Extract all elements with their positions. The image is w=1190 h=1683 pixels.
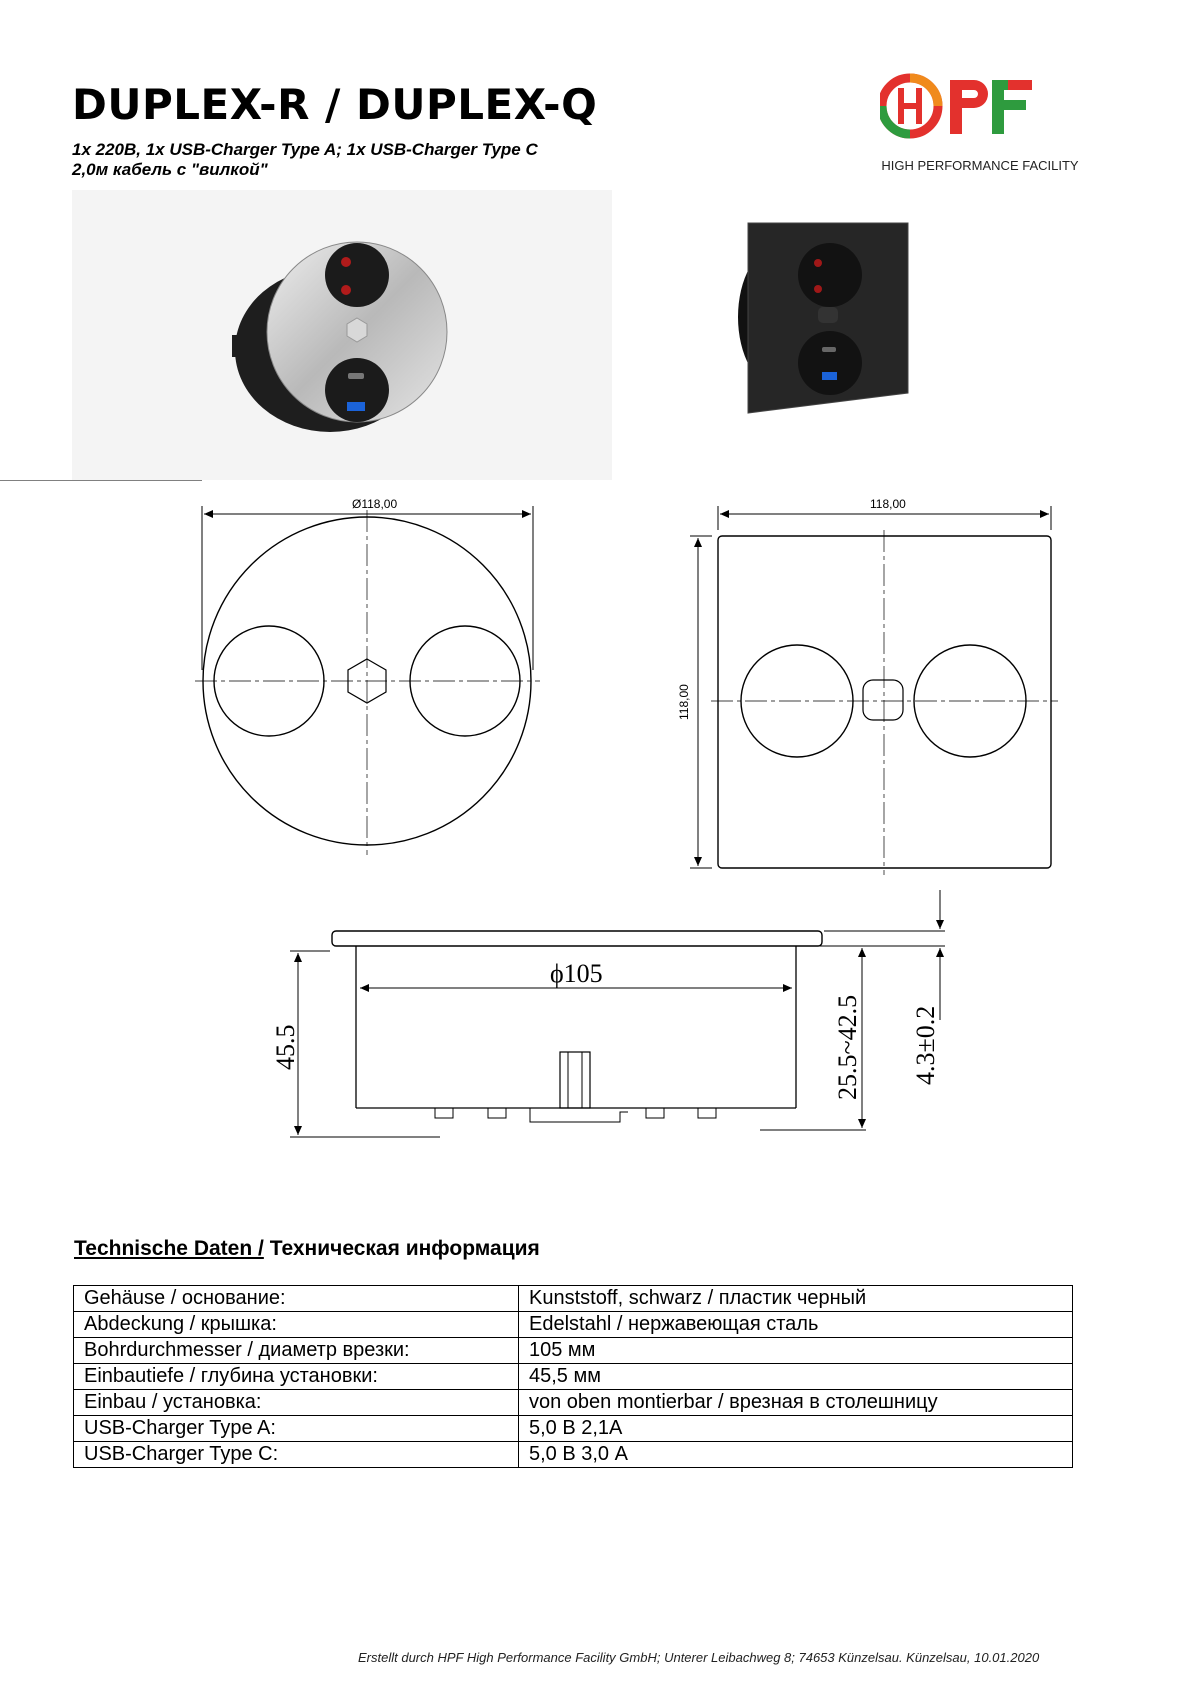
table-row [74,1442,1073,1468]
subtitle-line-2: 2,0м кабель с "вилкой" [72,160,268,179]
spec-value: Edelstahl / нержавеющая сталь [519,1312,1073,1338]
spec-value: 45,5 мм [519,1364,1073,1390]
table-row [74,1338,1073,1364]
logo-tagline: HIGH PERFORMANCE FACILITY [881,158,1079,173]
spec-label: USB-Charger Type A: [74,1416,519,1442]
specs-title-ru: Техническая информация [269,1237,540,1260]
table-row [74,1416,1073,1442]
specs-table [73,1285,1073,1468]
dim-square-width: 118,00 [870,497,906,511]
specs-title-de: Technische Daten / [74,1237,264,1260]
spec-value: 5,0 В 3,0 А [519,1442,1073,1468]
spec-value: 105 мм [519,1338,1073,1364]
table-row [74,1364,1073,1390]
spec-label: Einbautiefe / глубина установки: [74,1364,519,1390]
spec-label: Abdeckung / крышка: [74,1312,519,1338]
table-row [74,1390,1073,1416]
dim-depth-range: 25.5~42.5 [833,994,862,1100]
specs-section-title [74,1237,540,1261]
product-photo-square [730,205,920,430]
spec-label: Einbau / установка: [74,1390,519,1416]
spec-value: Kunststoff, schwarz / пластик черный [519,1286,1073,1312]
subtitle-line-1: 1x 220B, 1x USB-Charger Type A; 1x USB-Charger Type C [72,140,538,159]
dim-square-height: 118,00 [677,684,691,720]
spec-value: von oben montierbar / врезная в столешницу [519,1390,1073,1416]
dim-round-diameter: Ø118,00 [352,497,398,511]
dim-total-height: 45.5 [271,1024,300,1070]
document-title: DUPLEX-R / DUPLEX-Q [72,80,598,129]
spec-value: 5,0 В 2,1А [519,1416,1073,1442]
spec-label: Bohrdurchmesser / диаметр врезки: [74,1338,519,1364]
table-row [74,1312,1073,1338]
spec-label: Gehäuse / основание: [74,1286,519,1312]
table-row [74,1286,1073,1312]
spec-label: USB-Charger Type C: [74,1442,519,1468]
product-photo-round [72,190,612,480]
dim-cut-diameter: ϕ105 [550,959,603,988]
footer-text: Erstellt durch HPF High Performance Facility GmbH; Unterer Leibachweg 8; 74653 Künzelsau. Künzelsau, 10.01.2020 [358,1650,1040,1665]
dim-cover-thickness: 4.3±0.2 [911,1005,940,1085]
technical-drawing [0,480,1190,1160]
